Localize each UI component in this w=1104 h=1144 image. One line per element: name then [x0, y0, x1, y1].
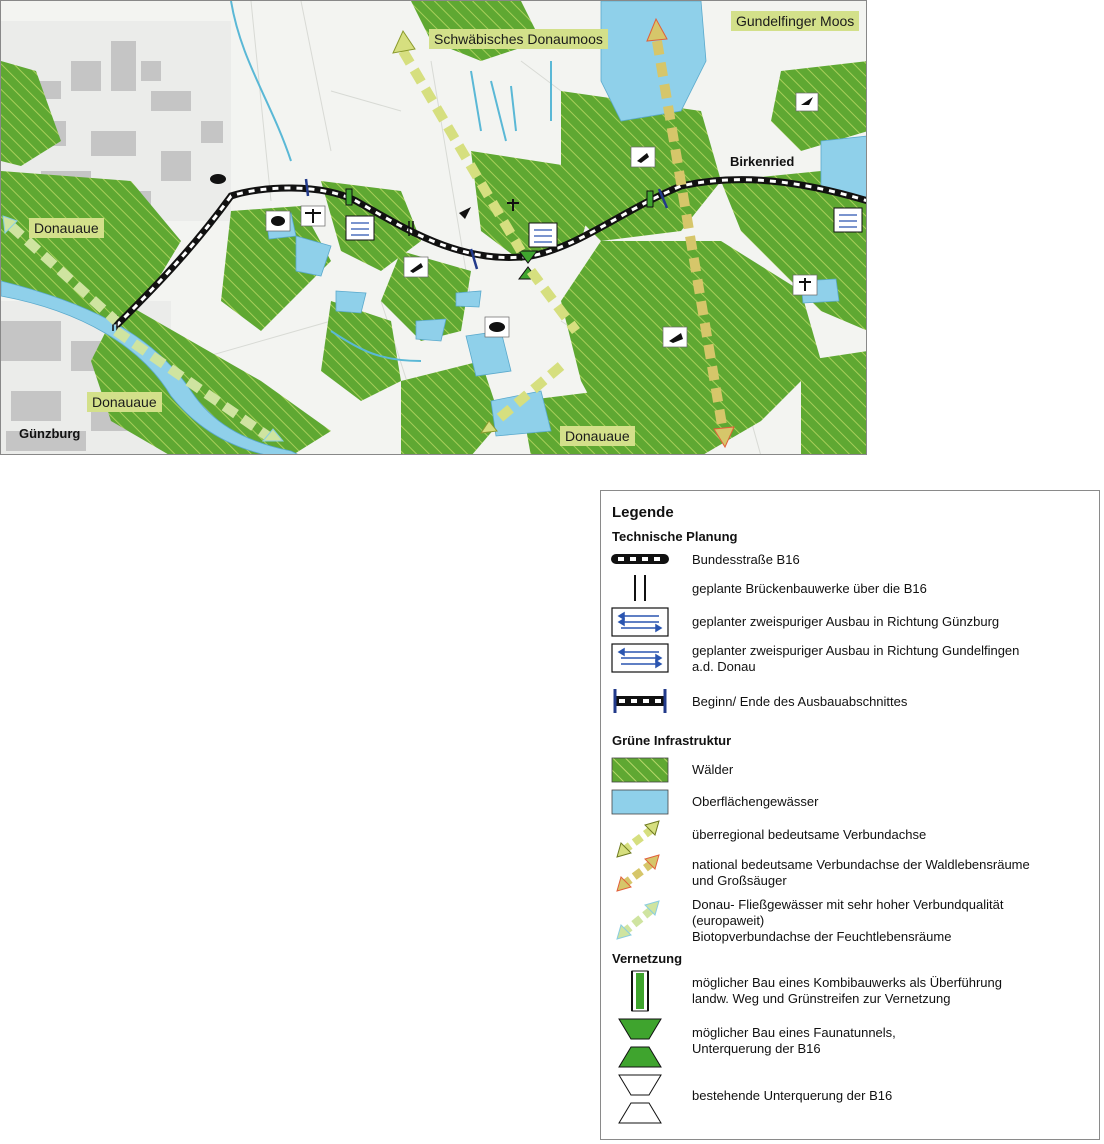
legend-title: Legende: [612, 504, 674, 521]
forest-symbol: [611, 757, 669, 783]
direction-guenzburg-icon: [611, 607, 669, 637]
legend-panel: [600, 490, 1100, 1140]
axis-national-symbol: [611, 853, 669, 893]
legend-label-kombi: möglicher Bau eines Kombibauwerks als Überführung landw. Weg und Grünstreifen zur Vernetzung: [692, 975, 1002, 1006]
legend-label-axis-overregional: überregional bedeutsame Verbundachse: [692, 827, 927, 842]
legend-section-network: Vernetzung: [612, 951, 683, 966]
kombi-bridge-symbol: [611, 969, 669, 1013]
water-symbol: [611, 789, 669, 815]
legend-section-green: Grüne Infrastruktur: [612, 733, 732, 748]
legend-label-dir-guenzburg: geplanter zweispuriger Ausbau in Richtung Günzburg: [692, 614, 1000, 629]
legend-label-axis-danube: Donau- Fließgewässer mit sehr hoher Verbundqualität (europaweit) Biotopverbundachse der Feuchtlebensräume: [692, 897, 1004, 944]
label-donauaue-west: Donauaue: [29, 218, 104, 238]
legend-label-existing-underpass: bestehende Unterquerung der B16: [692, 1088, 893, 1103]
label-birkenried: Birkenried: [730, 154, 795, 169]
label-gundelfinger-moos: Gundelfinger Moos: [731, 11, 859, 31]
map-canvas: [1, 1, 867, 455]
map-panel[interactable]: [0, 0, 867, 455]
existing-underpass-symbol: [611, 1073, 669, 1125]
legend-label-forests: Wälder: [692, 762, 734, 777]
section-end-symbol: [611, 687, 669, 715]
label-donauaue-southwest: Donauaue: [87, 392, 162, 412]
fauna-tunnel-symbol: [611, 1017, 669, 1069]
direction-gundelfingen-icon: [611, 643, 669, 673]
legend-label-fauna-tunnel: möglicher Bau eines Faunatunnels, Unterquerung der B16: [692, 1025, 896, 1056]
axis-danube-symbol: [611, 897, 669, 941]
b16-road-symbol: [611, 549, 669, 569]
label-donauaue-south: Donauaue: [560, 426, 635, 446]
label-guenzburg: Günzburg: [19, 426, 81, 441]
legend-label-bridges: geplante Brückenbauwerke über die B16: [692, 581, 927, 596]
legend-label-axis-national: national bedeutsame Verbundachse der Waldlebensräume und Großsäuger: [692, 857, 1030, 888]
legend-label-surface-water: Oberflächengewässer: [692, 794, 819, 809]
legend-label-dir-gundelfingen: geplanter zweispuriger Ausbau in Richtung Gundelfingen a.d. Donau: [692, 643, 1020, 674]
legend-label-b16: Bundesstraße B16: [692, 552, 800, 567]
bridge-symbol: [611, 573, 669, 603]
legend-label-section-ends: Beginn/ Ende des Ausbauabschnittes: [692, 694, 908, 709]
legend-section-tech: Technische Planung: [612, 529, 738, 544]
label-schwaebisches-donaumoos: Schwäbisches Donaumoos: [429, 29, 608, 49]
